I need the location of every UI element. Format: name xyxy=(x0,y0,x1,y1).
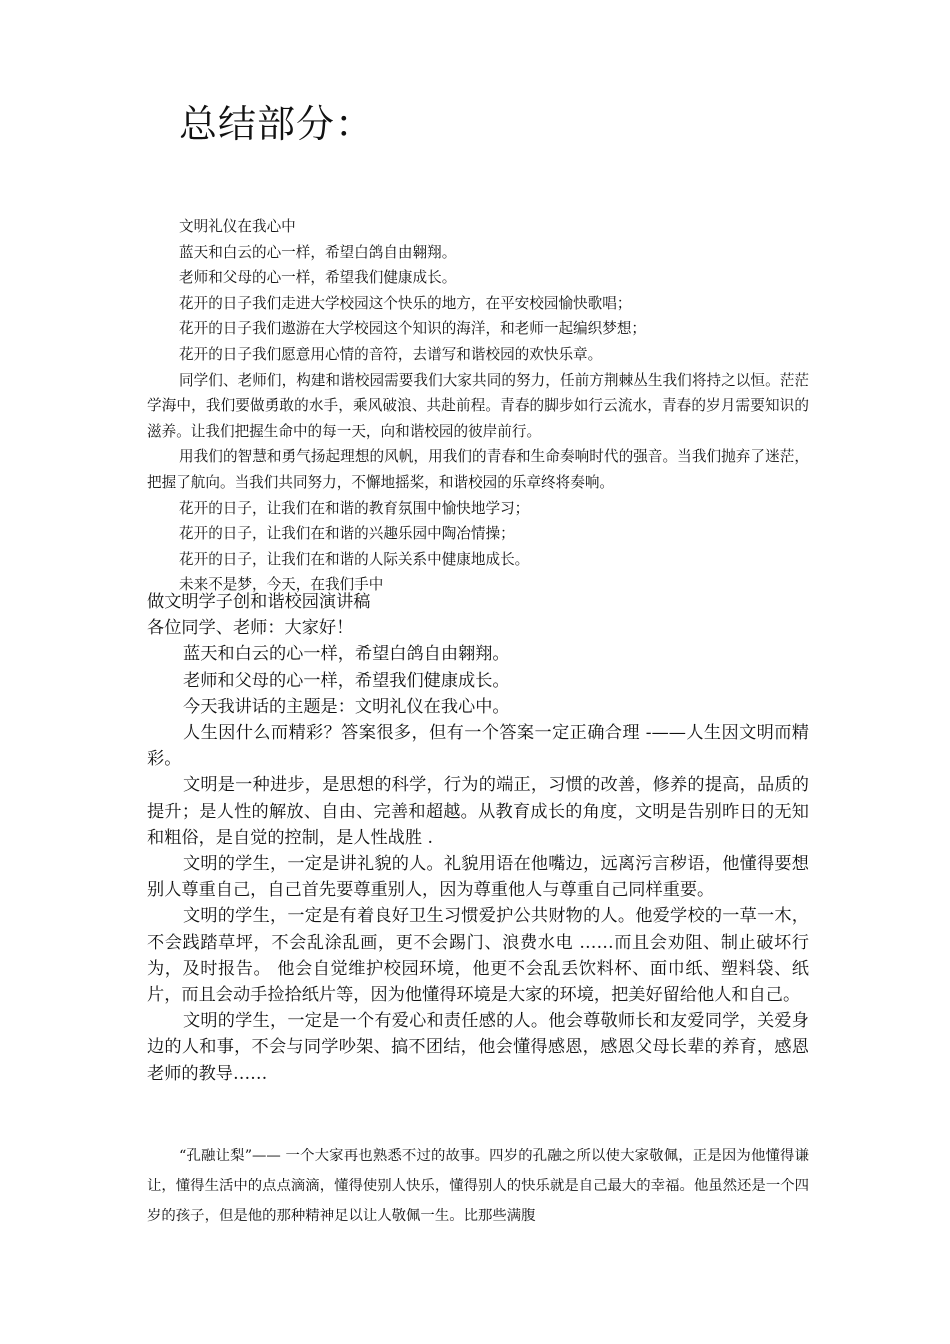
poem-line: 未来不是梦，今天，在我们手中 xyxy=(179,576,384,594)
poem-line: 花开的日子，让我们在和谐的人际关系中健康地成长。 xyxy=(179,550,530,568)
speech-paragraph: 文明的学生，一定是有着良好卫生习惯爱护公共财物的人。他爱学校的一草一木，不会践踏草坪，不会乱涂乱画，更不会踢门、浪费水电 ……而且会劝阻、制止破坏行为，及时报告。 他会自觉维护校园环境，他更不会乱丢饮料杯、面巾纸、塑料袋、纸片，而且会动手捡拾纸片等，因为他懂得环境是大家的环境，把美好留给他人和自己。 xyxy=(147,906,809,1006)
story-paragraph: “孔融让梨”—— 一个大家再也熟悉不过的故事。四岁的孔融之所以使大家敬佩，正是因为他懂得谦让，懂得生活中的点点滴滴，懂得使别人快乐，懂得别人的快乐就是自己最大的幸福。他虽然还是一个四岁的孩子，但是他的那种精神足以让人敬佩一生。比那些满腹 xyxy=(147,1148,809,1224)
speech-line: 老师和父母的心一样，希望我们健康成长。 xyxy=(183,670,510,691)
speech-title: 做文明学子创和谐校园演讲稿 xyxy=(147,592,371,612)
poem-line: 花开的日子我们遨游在大学校园这个知识的海洋，和老师一起编织梦想； xyxy=(179,320,647,338)
section-poem-summary xyxy=(147,214,809,598)
poem-line: 花开的日子，让我们在和谐的教育氛围中愉快地学习； xyxy=(179,499,530,517)
speech-line: 今天我讲话的主题是：文明礼仪在我心中。 xyxy=(183,696,510,717)
body-paragraph: 同学们、老师们，构建和谐校园需要我们大家共同的努力，任前方荆棘丛生我们将持之以恒。茫茫学海中，我们要做勇敢的水手，乘风破浪、共赴前程。青春的脚步如行云流水，青春的岁月需要知识的滋养。让我们把握生命中的每一天，向和谐校园的彼岸前行。 xyxy=(147,371,809,440)
poem-line: 花开的日子我们走进大学校园这个快乐的地方，在平安校园愉快歌唱； xyxy=(179,294,632,312)
speech-paragraph: 人生因什么而精彩？答案很多，但有一个答案一定正确合理 -——人生因文明而精彩。 xyxy=(147,723,809,770)
speech-greeting: 各位同学、老师：大家好！ xyxy=(147,618,354,639)
page-heading: 总结部分： xyxy=(179,102,375,146)
body-paragraph: 用我们的智慧和勇气扬起理想的风帆，用我们的青春和生命奏响时代的强音。当我们抛弃了迷茫，把握了航向。当我们共同努力，不懈地摇桨，和谐校园的乐章终将奏响。 xyxy=(147,448,809,491)
poem-line: 文明礼仪在我心中 xyxy=(179,218,296,235)
speech-paragraph: 文明的学生，一定是讲礼貌的人。礼貌用语在他嘴边，远离污言秽语，他懂得要想别人尊重自己，自己首先要尊重别人，因为尊重他人与尊重自己同样重要。 xyxy=(147,854,809,901)
speech-paragraph: 文明是一种进步，是思想的科学，行为的端正，习惯的改善，修养的提高，品质的提升；是人性的解放、自由、完善和超越。从教育成长的角度，文明是告别昨日的无知和粗俗，是自觉的控制，是人性战胜 . xyxy=(147,775,809,848)
section-speech xyxy=(147,589,809,1087)
section-story xyxy=(147,1141,809,1231)
speech-paragraph: 文明的学生，一定是一个有爱心和责任感的人。他会尊敬师长和友爱同学，关爱身边的人和事，不会与同学吵架、搞不团结，他会懂得感恩，感恩父母长辈的养育，感恩老师的教导…… xyxy=(147,1011,809,1084)
poem-line: 老师和父母的心一样，希望我们健康成长。 xyxy=(179,269,457,287)
poem-line: 花开的日子，让我们在和谐的兴趣乐园中陶冶情操； xyxy=(179,525,515,543)
speech-line: 蓝天和白云的心一样，希望白鸽自由翱翔。 xyxy=(183,644,510,665)
poem-line: 蓝天和白云的心一样，希望白鸽自由翱翔。 xyxy=(179,243,457,261)
poem-line: 花开的日子我们愿意用心情的音符，去谱写和谐校园的欢快乐章。 xyxy=(179,345,603,363)
